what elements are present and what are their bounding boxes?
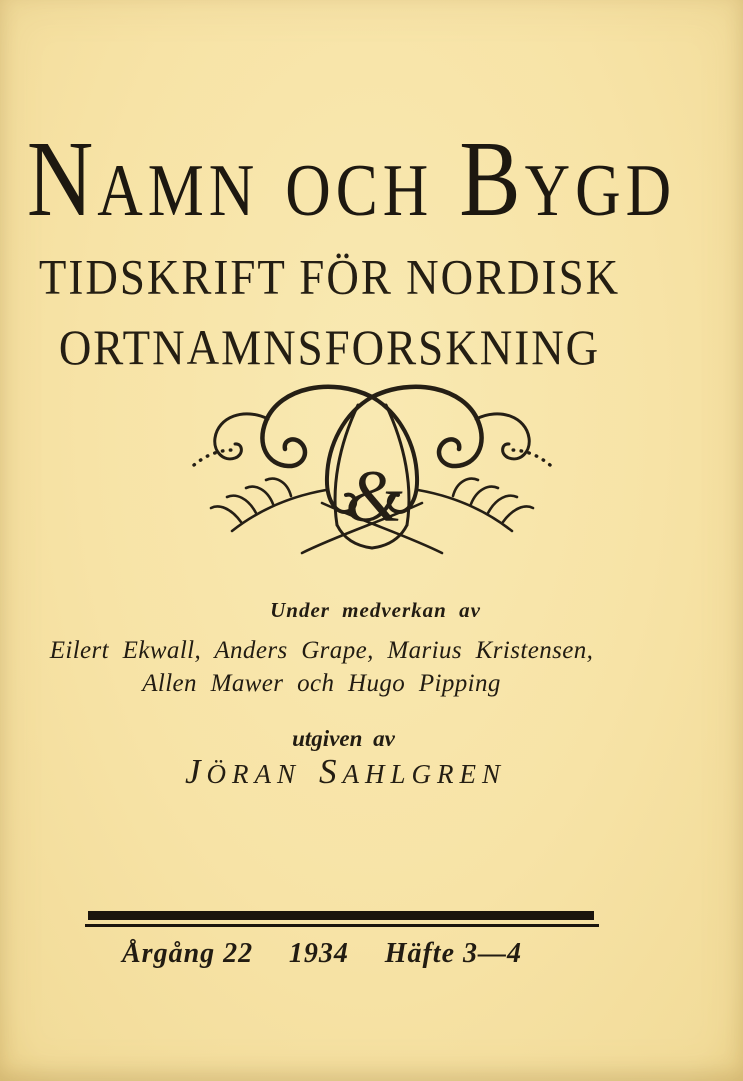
title-word-bygd-rest: YGD	[524, 148, 677, 232]
nb-monogram-icon	[186, 383, 558, 558]
publisher-name	[0, 754, 717, 789]
contributors-line-1: Eilert Ekwall, Anders Grape, Marius Kristensen,	[49, 637, 594, 664]
title-initial-b: B	[459, 118, 525, 239]
title-word-och: OCH	[285, 148, 434, 232]
issue-line	[86, 938, 598, 970]
issue-volume: Årgång 22	[122, 938, 254, 969]
publisher-intro: utgiven av	[292, 726, 395, 751]
contributors-list	[0, 634, 693, 700]
monogram-ampersand: &	[344, 456, 403, 538]
editor-last-initial: S	[319, 752, 343, 791]
editor-last-rest: AHLGREN	[342, 759, 507, 789]
divider-rule-thick	[88, 911, 594, 920]
subtitle-line-1: TIDSKRIFT FÖR NORDISK	[38, 249, 621, 305]
issue-year: 1934	[288, 938, 349, 969]
journal-subtitle	[0, 243, 701, 384]
title-word-namn-rest: AMN	[97, 148, 260, 232]
contributors-line-2: Allen Mawer och Hugo Pipping	[142, 670, 501, 697]
contributors-intro: Under medverkan av	[270, 598, 481, 622]
editor-first-rest: ÖRAN	[206, 759, 302, 789]
journal-title	[0, 118, 723, 239]
nb-monogram	[0, 383, 743, 558]
editor-first-initial: J	[184, 752, 207, 791]
divider-rule-thin	[85, 924, 599, 927]
subtitle-line-2: ORTNAMNSFORSKNING	[58, 319, 601, 375]
issue-number: Häfte 3—4	[384, 938, 522, 969]
title-initial-n: N	[26, 118, 98, 239]
